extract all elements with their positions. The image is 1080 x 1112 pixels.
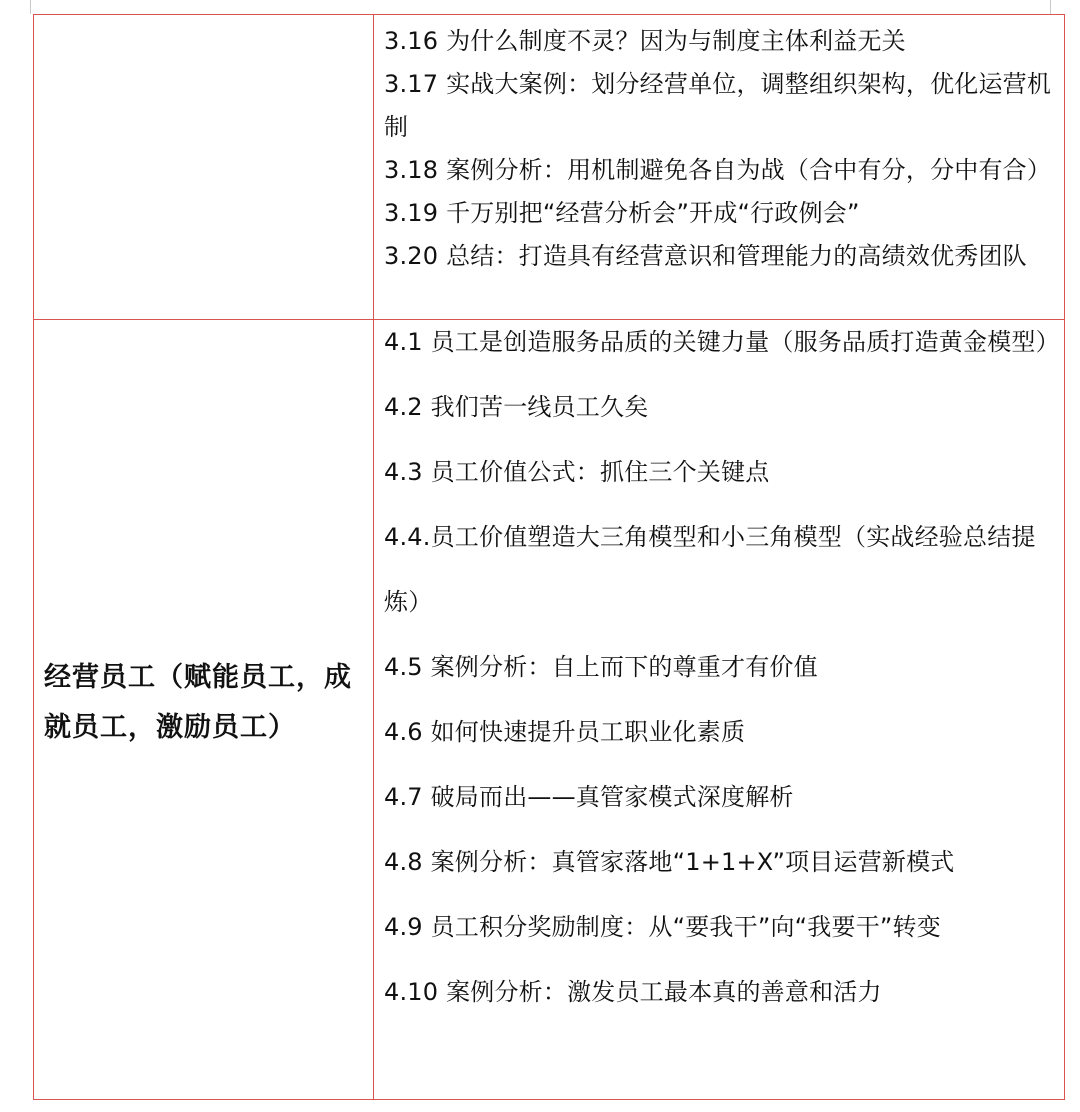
page-edge-left: [30, 0, 31, 14]
section-cell-empty: [34, 15, 374, 320]
list-item: 4.2 我们苦一线员工久矣: [384, 393, 649, 421]
section-title: 经营员工（赋能员工，成就员工，激励员工）: [44, 661, 352, 743]
section-items-cell: [374, 320, 1065, 1100]
list-item: 4.4.员工价值塑造大三角模型和小三角模型（实战经验总结提炼）: [384, 523, 1036, 616]
list-item: 4.9 员工积分奖励制度：从“要我干”向“我要干”转变: [384, 913, 941, 941]
list-item: 3.19 千万别把“经营分析会”开成“行政例会”: [384, 199, 860, 227]
list-item: 4.10 案例分析：激发员工最本真的善意和活力: [384, 978, 882, 1006]
section-items-cell: [374, 15, 1065, 320]
list-item: 4.1 员工是创造服务品质的关键力量（服务品质打造黄金模型）: [384, 328, 1060, 356]
list-item: 4.6 如何快速提升员工职业化素质: [384, 718, 746, 746]
list-item: 4.3 员工价值公式：抓住三个关键点: [384, 458, 770, 486]
list-item: 3.16 为什么制度不灵？因为与制度主体利益无关: [384, 27, 906, 55]
list-item: 3.18 案例分析：用机制避免各自为战（合中有分，分中有合）: [384, 156, 1052, 184]
page-edge-right: [1050, 0, 1051, 14]
table-row: [34, 320, 1065, 1100]
list-item: 4.5 案例分析：自上而下的尊重才有价值: [384, 653, 818, 681]
course-outline-table: [33, 14, 1065, 1100]
list-item: 3.20 总结：打造具有经营意识和管理能力的高绩效优秀团队: [384, 242, 1027, 270]
list-item: 4.8 案例分析：真管家落地“1+1+X”项目运营新模式: [384, 848, 955, 876]
list-item: 4.7 破局而出——真管家模式深度解析: [384, 783, 794, 811]
section-title-cell: [34, 320, 374, 1100]
table-row: [34, 15, 1065, 320]
list-item: 3.17 实战大案例：划分经营单位，调整组织架构，优化运营机制: [384, 70, 1052, 141]
